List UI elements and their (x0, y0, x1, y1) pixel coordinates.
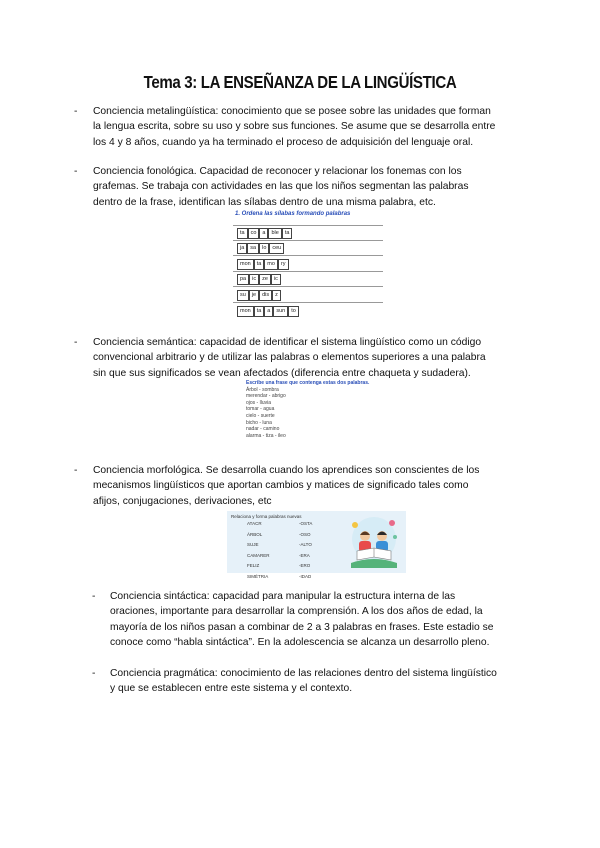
word: FELIZ (247, 563, 260, 568)
text-line: mayoría de los niños pasan a combinar de 2 a 3 palabras en frases. Este estadio se (110, 621, 494, 633)
word-column-right (299, 519, 312, 582)
word: SUJE (247, 542, 259, 547)
text-line: sin que sus significados se vean afectados (diferencia entre chaqueta y sudadera). (93, 367, 471, 379)
paragraph-sintactica (110, 589, 528, 651)
suffix: -OSO (299, 531, 311, 537)
paragraph-pragmatica (110, 666, 530, 697)
figure-syllable-exercise (229, 209, 390, 321)
syllable-cell: sa (247, 243, 259, 254)
syllable-row (237, 290, 281, 301)
syllable-cell: ble (268, 228, 281, 239)
word-pair: cielo - suerte (246, 412, 275, 419)
syllable-row (237, 259, 289, 270)
text-line: Conciencia pragmática: conocimiento de las relaciones dentro del sistema lingüístico (110, 668, 497, 679)
bullet-dash: - (74, 337, 78, 348)
text-line: y que se establecen entre este sistema y el contexto. (110, 683, 353, 695)
text-line: grafemas. Se trabaja con actividades en las que los niños segmentan las palabras (93, 181, 469, 193)
syllable-cell: ic (249, 274, 259, 285)
word-pair: bicho - luna (246, 419, 272, 426)
text-line: Conciencia fonológica. Capacidad de reconocer y relacionar los fonemas con los (93, 166, 462, 177)
paragraph-fonologica (93, 164, 529, 210)
word: CAMARER (247, 552, 270, 558)
word: SIMÉTRIA (247, 573, 269, 579)
syllable-cell: ta (254, 259, 265, 270)
word-pair: alarma - tiza - ileo (246, 432, 286, 439)
text-line: los 4 y 8 años, cuando ya ha terminado el proceso de adquisición del lenguaje oral. (93, 136, 474, 148)
syllable-cell: sun (273, 306, 288, 317)
syllable-cell: a (259, 228, 268, 239)
suffix: -ERA (299, 552, 310, 558)
syllable-cell: lo (259, 243, 269, 254)
text-line: Conciencia sintáctica: capacidad para manipular la estructura interna de las (110, 591, 456, 602)
figure-semantic-exercise (246, 380, 386, 442)
syllable-cell: ry (278, 259, 289, 270)
page-title: Tema 3: LA ENSEÑANZA DE LA LINGÜÍSTICA (143, 72, 457, 92)
bullet-dash: - (74, 465, 78, 476)
text-line: Conciencia semántica: capacidad de identificar el sistema lingüístico como un código (93, 337, 482, 348)
suffix: -OSTA (299, 521, 313, 526)
syllable-cell: ta (282, 228, 293, 239)
suffix: -ERO (299, 563, 311, 568)
syllable-cell: ic (271, 274, 281, 285)
paragraph-semantica (93, 335, 529, 381)
text-line: Conciencia morfológica. Se desarrolla cuando los aprendices son conscientes de los (93, 465, 480, 476)
paragraph-morfologica (93, 463, 529, 509)
bullet-dash: - (92, 668, 96, 679)
word-column-left (247, 519, 270, 582)
syllable-cell: ze (259, 274, 271, 285)
text-line: mecanismos lingüísticos que aportan cambios y matices de significado tales como (93, 480, 469, 492)
syllable-row (237, 243, 284, 254)
text-line: convencional arbitrario y de utilizar las palabras o elementos superiores a una palabra (93, 352, 486, 364)
text-line: Conciencia metalingüística: conocimiento que se posee sobre las unidades que forman (93, 106, 491, 117)
syllable-cell: mon (237, 306, 254, 317)
word-pair: tomar - agua (246, 406, 275, 413)
syllable-cell: a (264, 306, 273, 317)
figure-heading: Escribe una frase que contenga estas dos palabras. (246, 380, 370, 386)
bullet-dash: - (74, 106, 78, 117)
syllable-cell: je (249, 290, 259, 301)
syllable-cell: pa (237, 274, 249, 285)
word-pair: Árbol - sombra (246, 386, 279, 393)
syllable-cell: z (272, 290, 281, 301)
syllable-cell: dis (259, 290, 272, 301)
bullet-dash: - (74, 166, 78, 177)
word-pair: nadar - camino (246, 426, 280, 433)
syllable-cell: ja (237, 243, 247, 254)
syllable-cell: to (288, 306, 299, 317)
word: ATACR (247, 521, 262, 526)
syllable-row (237, 228, 292, 239)
text-line: dentro de la frase, identifican las sílabas dentro de una misma palabra, etc. (93, 196, 436, 208)
syllable-cell: ta (237, 228, 248, 239)
paragraph-metalinguistica (93, 104, 529, 150)
text-line: oraciones, importante para desarrollar la comprensión. A los dos años de edad, la (110, 606, 483, 618)
word: ÁRBOL (247, 531, 263, 537)
syllable-cell: ceu (269, 243, 284, 254)
word-pair: ojos - lluvia (246, 399, 272, 406)
bullet-dash: - (92, 591, 96, 602)
suffix: -IDAD (299, 573, 312, 579)
figure-morphology-exercise (227, 511, 406, 579)
children-reading-illustration (345, 515, 403, 571)
figure-heading: Relaciona y forma palabras nuevas (231, 514, 302, 519)
word-pair: merendar - abrigo (246, 393, 286, 400)
syllable-row (237, 306, 299, 317)
syllable-cell: co (248, 228, 260, 239)
syllable-row (237, 274, 281, 285)
suffix: -ALTO (299, 542, 312, 547)
syllable-cell: mon (237, 259, 254, 270)
text-line: la lengua escrita, sobre su uso y sobre sus funciones. Se asume que se desarrolla entre (93, 121, 496, 133)
figure-heading: 1. Ordena las sílabas formando palabras (235, 211, 351, 217)
syllable-cell: su (237, 290, 249, 301)
syllable-cell: ta (254, 306, 265, 317)
text-line: afijos, conjugaciones, derivaciones, etc (93, 495, 272, 507)
syllable-cell: mo (264, 259, 278, 270)
text-line: conoce como “habla sintáctica”. En la adolescencia se alcanza un desarrollo pleno. (110, 637, 490, 649)
